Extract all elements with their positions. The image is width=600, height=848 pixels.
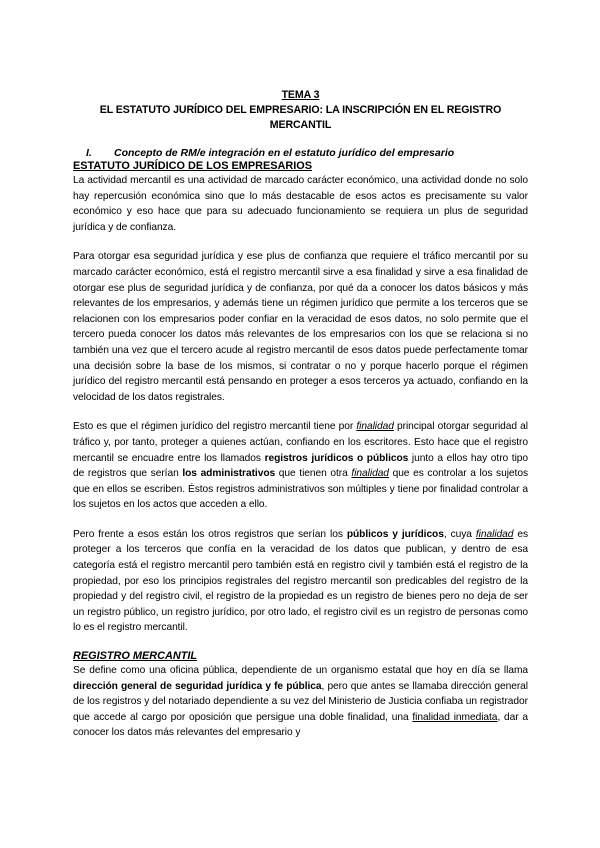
finalidad-term: finalidad <box>475 528 514 540</box>
paragraph-1: La actividad mercantil es una actividad de marcado carácter económico, una actividad donde no solo hay repercusión económica sino que lo más destacable de esos actos es precisamente su valor económico y eso hace que para su adecuado funcionamiento se requiera un plus de seguridad jurídica y de confianza. <box>73 175 528 233</box>
paragraph-2: Para otorgar esa seguridad jurídica y ese plus de confianza que requiere el tráfico mercantil por su marcado carácter económico, está el registro mercantil sirve a esa finalidad y sirve a esa finalidad de otorgar ese plus de seguridad jurídica y de confianza, por qué da a conocer los datos básicos y más relevantes de los empresarios, y además tiene un régimen jurídico que permite a los terceros que se relacionen con los empresarios poder confiar en la veracidad de esos datos, no solo permite que el tercero pueda conocer los datos más relevantes de los empresarios con los que se relaciona si no también una vez que el tercero acude al registro mercantil de esos datos puede perfectamente tomar una decisión sobre la base de los mismos, si contratar o no y porque hacerlo porque el régimen jurídico del registro mercantil está pensando en proteger a esos terceros ya actuado, confiando en la velocidad de los datos registrales. <box>73 251 528 403</box>
finalidad-term: finalidad <box>356 421 394 433</box>
paragraph-3: Esto es que el régimen jurídico del registro mercantil tiene por finalidad principal otorgar seguridad al tráfico y, por tanto, proteger a quienes actúan, confiando en los escritores. Esto hace que el registro mercantil se encuadre entre los llamados registros jurídicos o públicos junto a ellos hay otro tipo de registros que serían los administrativos que tienen otra finalidad que es controlar a los sujetos que en ellos se escriben. Éstos registros administrativos son múltiples y tiene por finalidad controlar a los sujetos en los actos que acceden a ello. <box>73 421 529 511</box>
document-body <box>73 88 528 741</box>
section-title: Concepto de RM/e integración en el estatuto jurídico del empresario <box>114 147 455 159</box>
section-heading <box>73 147 528 160</box>
paragraph-5: Se define como una oficina pública, dependiente de un organismo estatal que hoy en día se llama dirección general de seguridad jurídica y fe pública, pero que antes se llamaba dirección general de los registros y del notariado dependiente a su vez del Ministerio de Justicia confiaba un registrador que accede al cargo por oposición que persigue una doble finalidad, una finalidad inmediata, dar a conocer los datos más relevantes del empresario y <box>73 665 529 739</box>
bold-administrativos: los administrativos <box>182 468 276 480</box>
finalidad-inmediata-term: finalidad inmediata <box>412 711 498 723</box>
subheading-registro-mercantil: REGISTRO MERCANTIL <box>73 650 198 663</box>
finalidad-term: finalidad <box>351 468 389 480</box>
bold-publicos-juridicos: públicos y jurídicos <box>346 528 444 540</box>
document-title-line1: EL ESTATUTO JURÍDICO DEL EMPRESARIO: LA INSCRIPCIÓN EN EL REGISTRO <box>99 104 502 116</box>
subheading-estatuto: ESTATUTO JURÍDICO DE LOS EMPRESARIOS <box>73 160 313 172</box>
tema-label: TEMA 3 <box>281 89 320 101</box>
paragraph-4: Pero frente a esos están los otros registros que serían los públicos y jurídicos, cuya finalidad es proteger a los terceros que confía en la veracidad de los datos que publican, y dentro de esa categoría está el registro mercantil pero también está en registro civil y también está el registro de la propiedad, por eso los principios registrales del registro mercantil son predicables del registro de la propiedad y del registro civil, el registro de la propiedad es un registro de bienes pero no deja de ser un registro público, un registro jurídico, por otro lado, el registro civil es un registro de personas como lo es el registro mercantil. <box>73 528 528 634</box>
section-number: I. <box>86 147 92 159</box>
bold-direccion-general: dirección general de seguridad jurídica y fe pública <box>73 680 322 692</box>
bold-registros-juridicos: registros jurídicos o públicos <box>264 452 409 464</box>
document-title-line2: MERCANTIL <box>269 119 332 131</box>
